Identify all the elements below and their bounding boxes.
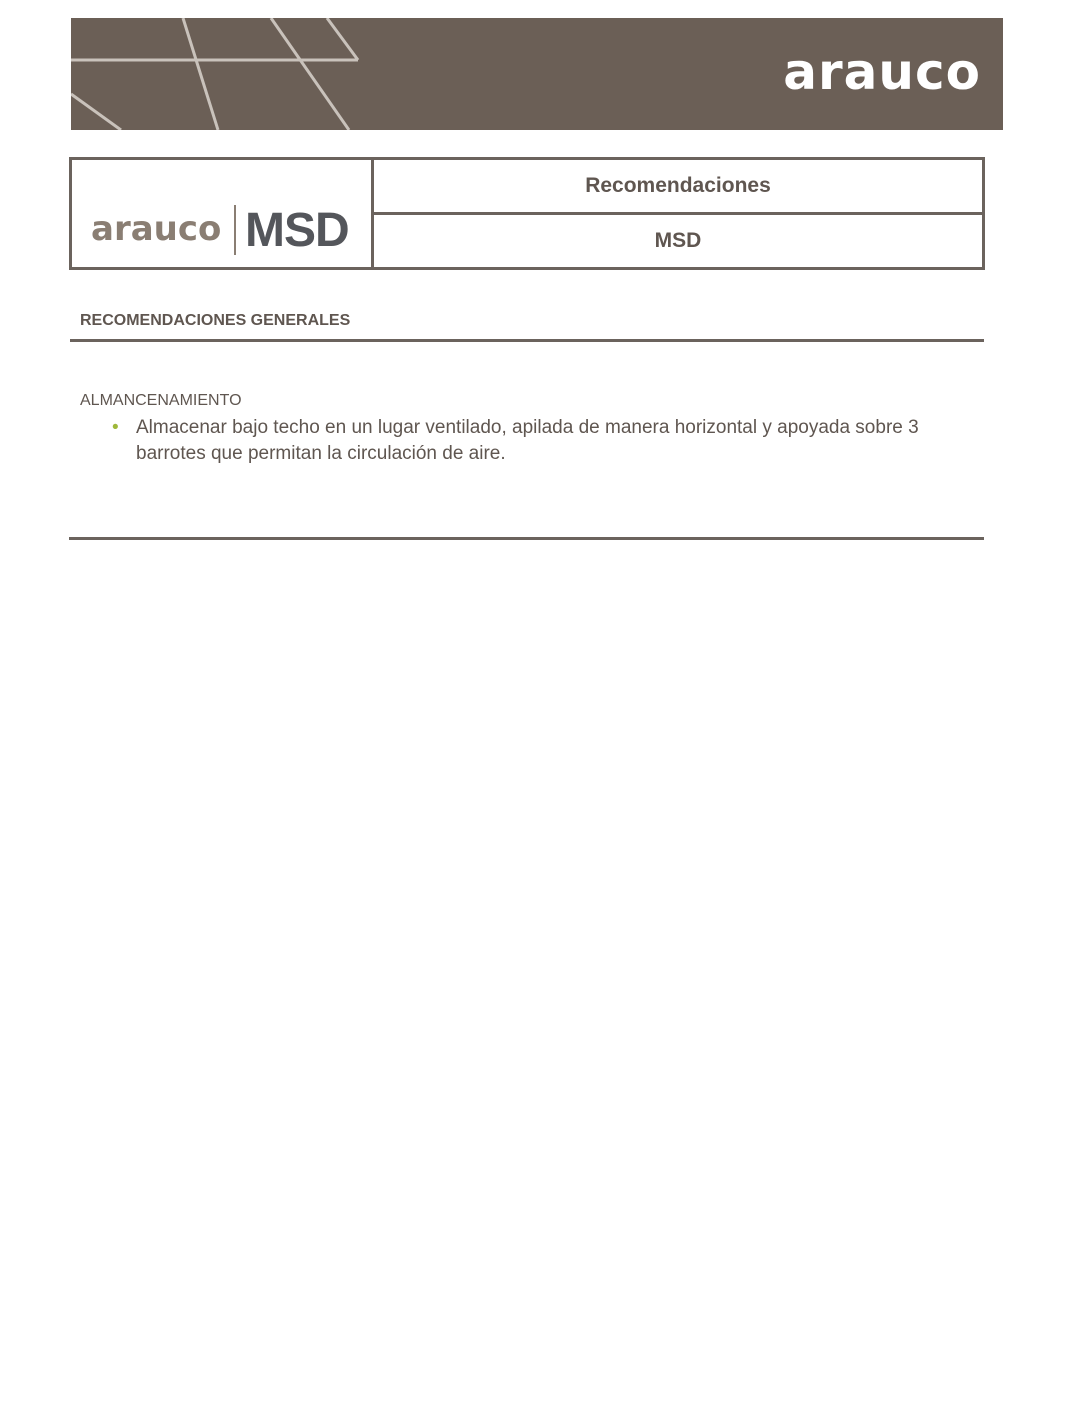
section-heading: RECOMENDACIONES GENERALES <box>80 312 351 329</box>
section-top-rule <box>70 339 984 342</box>
list-item-text: Almacenar bajo techo en un lugar ventilado, apilada de manera horizontal y apoyada sobre 3 barrotes que permitan la circulación de aire. <box>136 417 919 464</box>
bullet-dot-icon: • <box>112 417 119 438</box>
banner-arauco-logo: arauco <box>783 43 981 101</box>
header-table <box>69 157 985 270</box>
logo-brand-text: arauco <box>91 209 222 249</box>
recommendation-list <box>110 415 960 467</box>
logo-product-text: MSD <box>245 204 349 257</box>
document-title: Recomendaciones <box>374 160 982 215</box>
logo-divider <box>234 205 236 255</box>
storage-subheading: ALMANCENAMIENTO <box>80 392 242 409</box>
top-banner <box>71 18 1003 130</box>
list-item <box>110 415 960 467</box>
arauco-msd-logo <box>72 160 374 267</box>
document-subtitle: MSD <box>654 229 702 252</box>
section-bottom-rule <box>69 537 984 540</box>
